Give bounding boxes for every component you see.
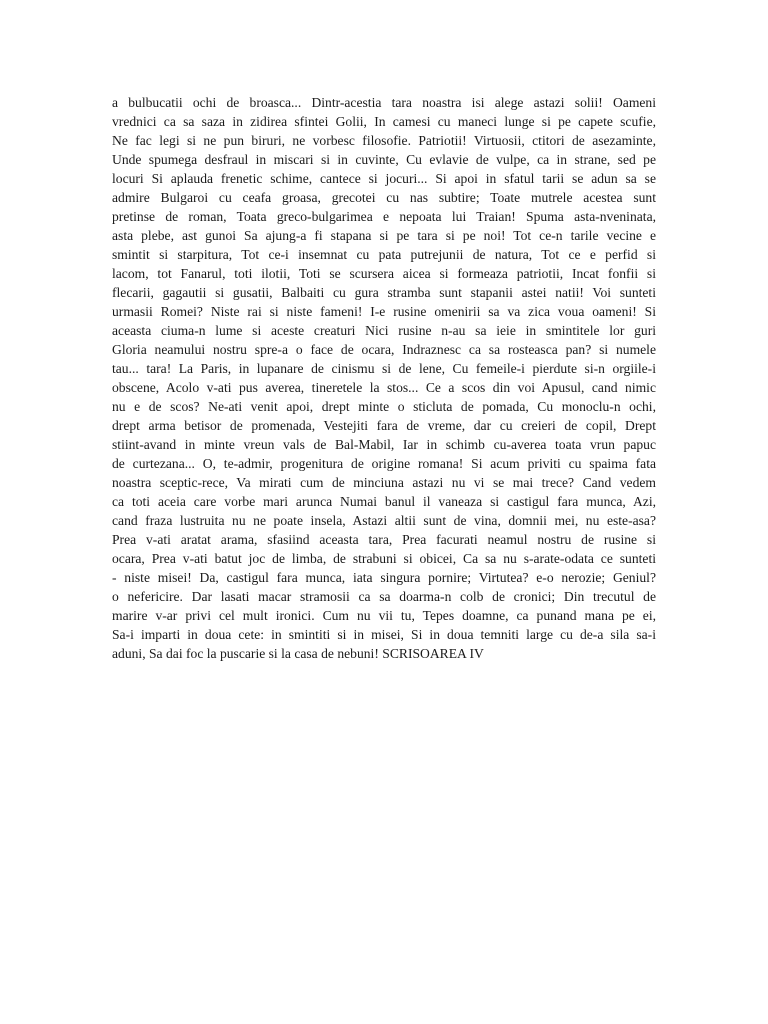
text-line: o nefericire. Dar lasati macar stramosii ca sa doarma-n colb de cronici; Din trecutul de bbox=[112, 589, 656, 604]
text-line: nu e de scos? Ne-ati venit apoi, drept minte o sticluta de pomada, Cu monoclu-n ochi, bbox=[112, 399, 656, 414]
text-line: Gloria neamului nostru spre-a o face de ocara, Indraznesc ca sa rosteasca pan? si numele bbox=[112, 342, 656, 357]
text-line: Unde spumega desfraul in miscari si in cuvinte, Cu evlavie de vulpe, ca in strane, sed pe bbox=[112, 152, 656, 167]
text-line: drept arma betisor de promenada, Vestejiti fara de vreme, dar cu creieri de copil, Drept bbox=[112, 418, 656, 433]
text-line: flecarii, gagautii si gusatii, Balbaiti cu gura stramba sunt stapanii astei natii! Voi sunteti bbox=[112, 285, 656, 300]
poem-text-block bbox=[112, 93, 656, 663]
text-line: Prea v-ati aratat arama, sfasiind aceasta tara, Prea facurati neamul nostru de rusine si bbox=[112, 532, 656, 547]
text-line: tau... tara! La Paris, in lupanare de cinismu si de lene, Cu femeile-i pierdute si-n orgiile-i bbox=[112, 361, 656, 376]
text-line: lacom, tot Fanarul, toti ilotii, Toti se scursera aicea si formeaza patriotii, Incat fonfii si bbox=[112, 266, 656, 281]
text-line: noastra sceptic-rece, Va mirati cum de minciuna astazi nu vi se mai trece? Cand vedem bbox=[112, 475, 656, 490]
text-line: admire Bulgaroi cu ceafa groasa, grecotei cu nas subtire; Toate mutrele acestea sunt bbox=[112, 190, 656, 205]
text-line: Sa-i imparti in doua cete: in smintiti si in misei, Si in doua temniti large cu de-a sila sa-i bbox=[112, 627, 656, 642]
text-line: locuri Si aplauda frenetic schime, cantece si jocuri... Si apoi in sfatul tarii se adun sa se bbox=[112, 171, 656, 186]
text-line: - niste misei! Da, castigul fara munca, iata singura pornire; Virtutea? e-o nerozie; Geniul? bbox=[112, 570, 656, 585]
text-line: smintit si starpitura, Tot ce-i insemnat cu pata putrejunii de natura, Tot ce e perfid si bbox=[112, 247, 656, 262]
text-line: vrednici ca sa saza in zidirea sfintei Golii, In camesi cu maneci lunge si pe capete scufie, bbox=[112, 114, 656, 129]
text-line: marire v-ar privi cel mult ironici. Cum nu vii tu, Tepes doamne, ca punand mana pe ei, bbox=[112, 608, 656, 623]
text-line: Ne fac legi si ne pun biruri, ne vorbesc filosofie. Patriotii! Virtuosii, ctitori de asezaminte, bbox=[112, 133, 656, 148]
text-line: a bulbucatii ochi de broasca... Dintr-acestia tara noastra isi alege astazi solii! Oameni bbox=[112, 95, 656, 110]
text-line: aceasta ciuma-n lume si aceste creaturi Nici rusine n-au sa ieie in smintitele lor guri bbox=[112, 323, 656, 338]
text-line: stiint-avand in minte vreun vals de Bal-Mabil, Iar in schimb cu-averea toata vrun papuc bbox=[112, 437, 656, 452]
text-line: ca toti aceia care vorbe mari arunca Numai banul il vaneaza si castigul fara munca, Azi, bbox=[112, 494, 656, 509]
text-line: de curtezana... O, te-admir, progenitura de origine romana! Si acum priviti cu spaima fata bbox=[112, 456, 656, 471]
text-line: urmasii Romei? Niste rai si niste fameni! I-e rusine omenirii sa va zica voua oameni! Si bbox=[112, 304, 656, 319]
text-line: pretinse de roman, Toata greco-bulgarimea e nepoata lui Traian! Spuma asta-nveninata, bbox=[112, 209, 656, 224]
text-line: aduni, Sa dai foc la puscarie si la casa de nebuni! SCRISOAREA IV bbox=[112, 646, 484, 661]
text-line: obscene, Acolo v-ati pus averea, tineretele la stos... Ce a scos din voi Apusul, cand nimic bbox=[112, 380, 656, 395]
text-line: asta plebe, ast gunoi Sa ajung-a fi stapana si pe tara si pe noi! Tot ce-n tarile vecine e bbox=[112, 228, 656, 243]
text-line: ocara, Prea v-ati batut joc de limba, de strabuni si obicei, Ca sa nu s-arate-odata ce sunteti bbox=[112, 551, 656, 566]
text-line: cand fraza lustruita nu ne poate insela, Astazi altii sunt de vina, domnii mei, nu este-asa? bbox=[112, 513, 656, 528]
